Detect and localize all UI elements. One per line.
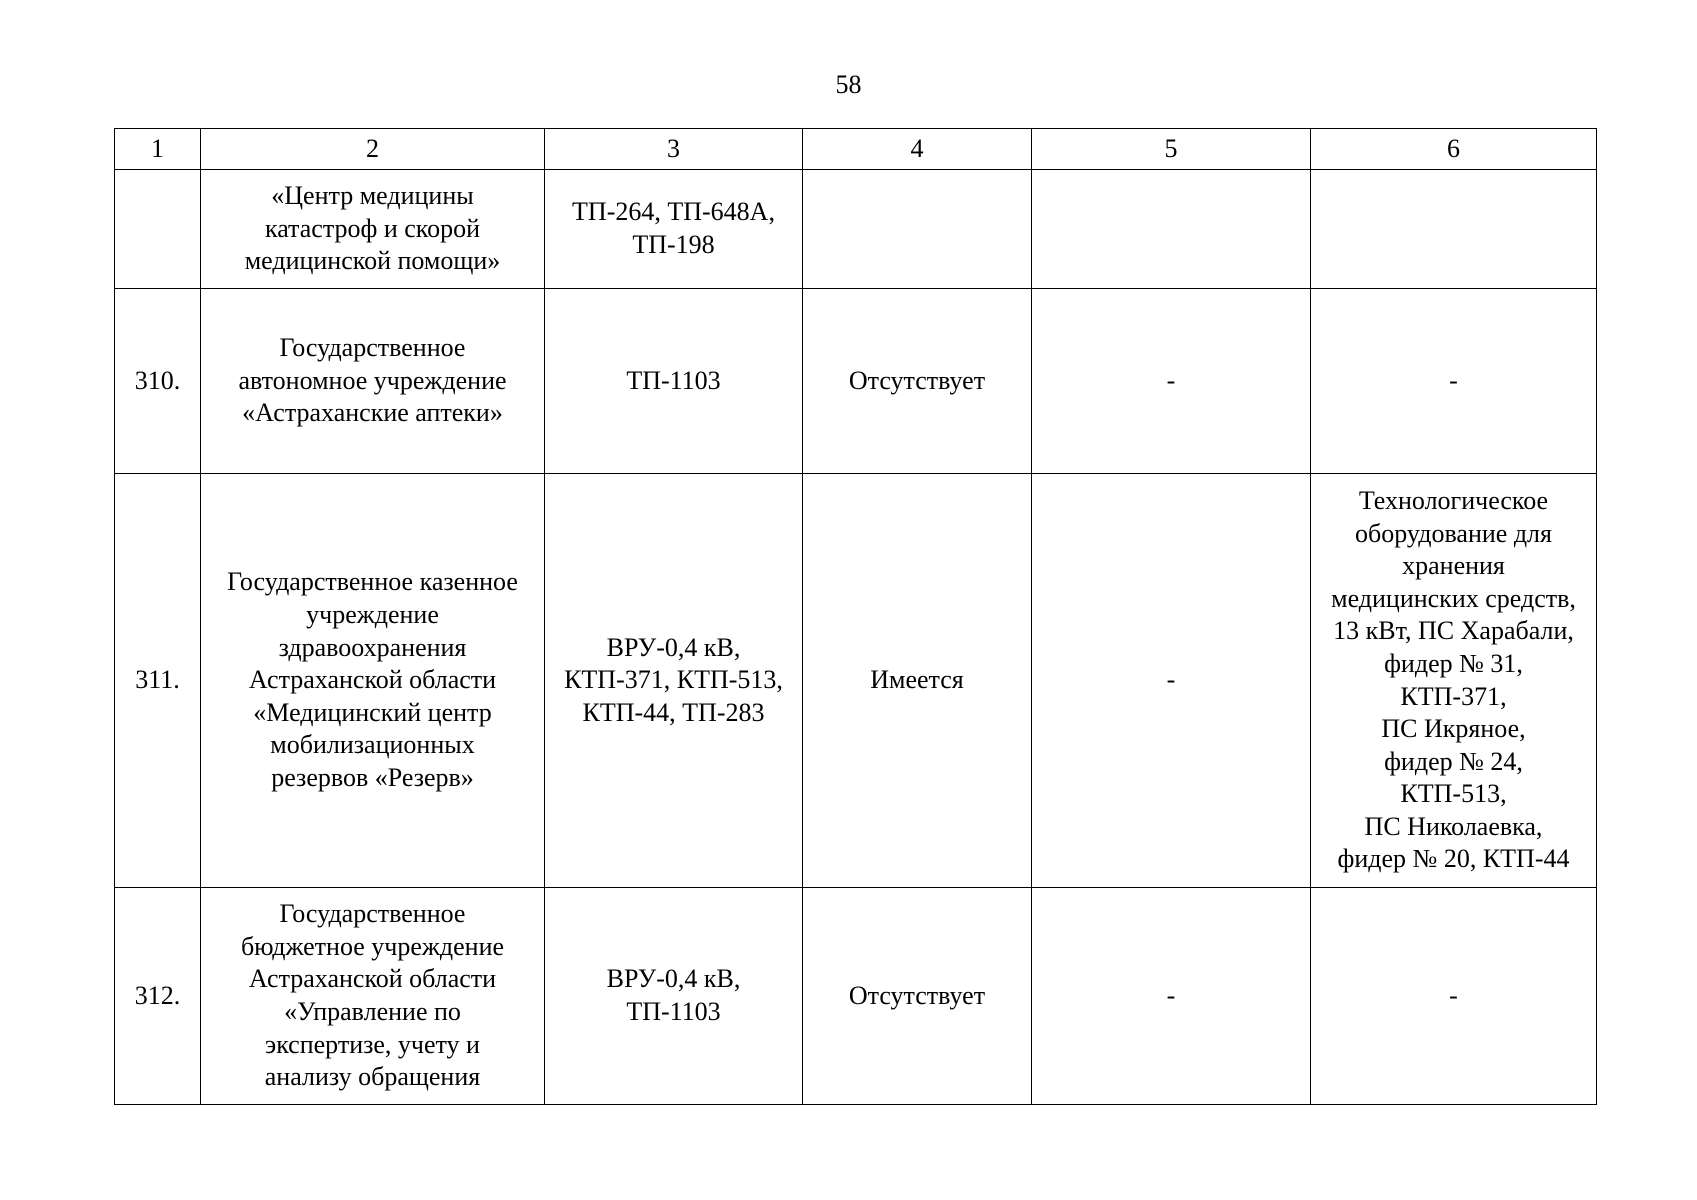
text-line: Технологическое <box>1358 485 1549 515</box>
organization-name-cell <box>201 888 545 1105</box>
column-6-cell <box>1311 474 1597 888</box>
text-line: учреждение <box>306 600 439 630</box>
text-line: ПС Николаевка, <box>1364 811 1543 841</box>
status-cell <box>803 170 1032 289</box>
text-line: резервов «Резерв» <box>271 762 474 792</box>
text-line: КТП-371, <box>1400 681 1507 711</box>
column-header: 5 <box>1032 129 1311 170</box>
column-6-cell <box>1311 289 1597 474</box>
substations-cell <box>545 170 803 289</box>
table-header-row <box>115 129 1597 170</box>
text-line: автономное учреждение <box>238 365 507 395</box>
column-6-cell <box>1311 170 1597 289</box>
row-number-cell <box>115 170 201 289</box>
column-header: 1 <box>115 129 201 170</box>
substations-cell <box>545 289 803 474</box>
row-number-cell: 312. <box>115 888 201 1105</box>
text-line: ТП-1103 <box>626 997 721 1026</box>
table-row <box>115 289 1597 474</box>
column-5-cell: - <box>1032 888 1311 1105</box>
text-line: Астраханской области <box>248 964 497 994</box>
text-line: медицинских средств, <box>1331 583 1576 613</box>
organization-name-cell <box>201 170 545 289</box>
text-line: Астраханской области <box>248 665 497 695</box>
status-cell: Отсутствует <box>803 289 1032 474</box>
text-line: фидер № 24, <box>1384 746 1523 776</box>
substations-cell <box>545 474 803 888</box>
text-line: «Управление по <box>284 997 461 1026</box>
text-line: ТП-264, ТП-648А, <box>572 197 775 227</box>
text-line: ВРУ-0,4 кВ, <box>606 632 741 662</box>
text-line: бюджетное учреждение <box>240 931 505 961</box>
text-line: мобилизационных <box>270 730 475 760</box>
text-line: «Медицинский центр <box>253 697 492 727</box>
text-line: хранения <box>1402 551 1505 581</box>
text-line: КТП-44, ТП-283 <box>582 697 765 727</box>
text-line: ВРУ-0,4 кВ, <box>606 964 741 994</box>
text-line: оборудование для <box>1355 518 1552 548</box>
text-line: ТП-1103 <box>626 365 721 395</box>
row-number-cell: 311. <box>115 474 201 888</box>
text-line: КТП-513, <box>1400 779 1507 809</box>
text-line: здравоохранения <box>278 632 467 662</box>
status-cell: Имеется <box>803 474 1032 888</box>
page-number: 58 <box>835 70 862 99</box>
text-line: 13 кВт, ПС Харабали, <box>1333 616 1574 646</box>
text-line: экспертизе, учету и <box>265 1029 480 1059</box>
text-line: фидер № 20, КТП-44 <box>1337 844 1570 874</box>
text-line: ПС Икряное, <box>1381 714 1526 744</box>
text-line: - <box>1449 980 1458 1010</box>
text-line: Государственное <box>279 333 466 363</box>
table-row <box>115 170 1597 289</box>
column-6-cell <box>1311 888 1597 1105</box>
text-line: «Астраханские аптеки» <box>242 398 503 428</box>
text-line: КТП-371, КТП-513, <box>564 665 783 695</box>
organization-name-cell <box>201 289 545 474</box>
table-row <box>115 888 1597 1105</box>
column-header: 4 <box>803 129 1032 170</box>
text-line: медицинской помощи» <box>244 246 501 276</box>
column-5-cell: - <box>1032 474 1311 888</box>
column-header: 6 <box>1311 129 1597 170</box>
column-header: 3 <box>545 129 803 170</box>
column-5-cell <box>1032 170 1311 289</box>
column-header: 2 <box>201 129 545 170</box>
text-line: фидер № 31, <box>1384 648 1523 678</box>
row-number-cell: 310. <box>115 289 201 474</box>
column-5-cell: - <box>1032 289 1311 474</box>
text-line: анализу обращения <box>264 1062 481 1092</box>
text-line: Государственное <box>279 899 466 929</box>
text-line: Государственное казенное <box>227 567 518 597</box>
data-table <box>114 128 1597 1105</box>
text-line: - <box>1449 365 1458 395</box>
text-line: «Центр медицины <box>271 181 474 211</box>
status-cell: Отсутствует <box>803 888 1032 1105</box>
text-line: ТП-198 <box>632 230 715 259</box>
text-line: катастроф и скорой <box>264 213 481 243</box>
organization-name-cell <box>201 474 545 888</box>
table-row <box>115 474 1597 888</box>
substations-cell <box>545 888 803 1105</box>
